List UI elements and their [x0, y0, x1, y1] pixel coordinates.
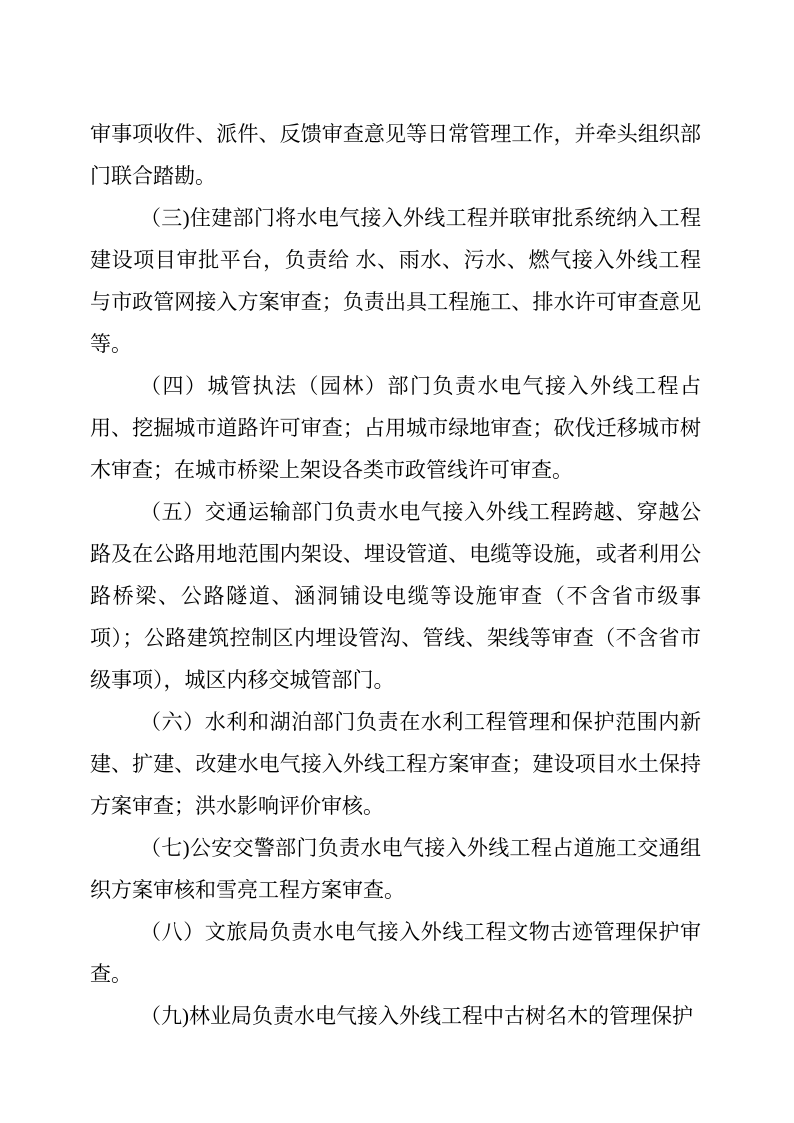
- document-paragraph-item-5: （五）交通运输部门负责水电气接入外线工程跨越、穿越公路及在公路用地范围内架设、埋设管道、电缆等设施，或者利用公路桥梁、公路隧道、涵洞铺设电缆等设施审查（不含省市级事项）；公路建筑控制区内埋设管沟、管线、架线等审查（不含省市级事项），城区内移交城管部门。: [90, 500, 701, 692]
- document-paragraph-item-6: （六）水利和湖泊部门负责在水利工程管理和保护范围内新建、扩建、改建水电气接入外线工程方案审查；建设项目水土保持方案审查；洪水影响评价审核。: [90, 710, 701, 818]
- document-paragraph-item-4: （四）城管执法（园林）部门负责水电气接入外线工程占用、挖掘城市道路许可审查；占用城市绿地审查；砍伐迁移城市树木审查；在城市桥梁上架设各类市政管线许可审查。: [90, 374, 701, 482]
- document-paragraph-continuation: 审事项收件、派件、反馈审查意见等日常管理工作，并牵头组织部门联合踏勘。: [90, 122, 701, 188]
- document-paragraph-item-9: （九)林业局负责水电气接入外线工程中古树名木的管理保护: [140, 1004, 693, 1028]
- document-paragraph-item-3: （三)住建部门将水电气接入外线工程并联审批系统纳入工程建设项目审批平台，负责给 水、雨水、污水、燃气接入外线工程与市政管网接入方案审查；负责出具工程施工、排水许可审查意见等。: [90, 206, 701, 356]
- document-text-block: [90, 113, 701, 1037]
- document-paragraph-item-8: （八）文旅局负责水电气接入外线工程文物古迹管理保护审查。: [90, 920, 701, 986]
- document-paragraph-item-7: （七)公安交警部门负责水电气接入外线工程占道施工交通组织方案审核和雪亮工程方案审查。: [90, 836, 701, 902]
